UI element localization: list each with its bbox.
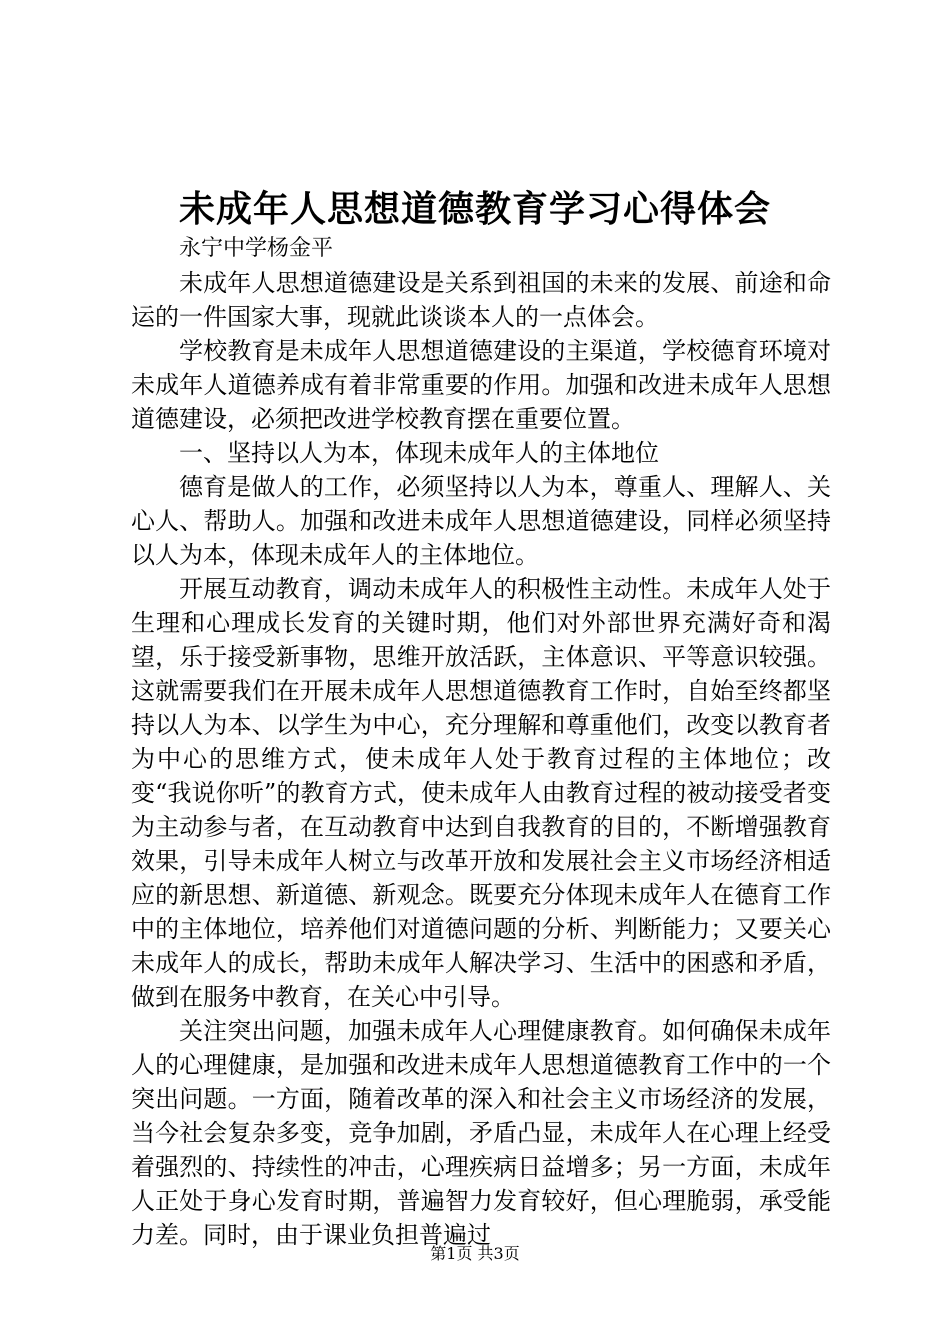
page-footer: 第1页 共3页 xyxy=(430,1244,520,1263)
paragraph: 未成年人思想道德建设是关系到祖国的未来的发展、前途和命运的一件国家大事，现就此谈谈本人的一点体会。 xyxy=(131,269,831,331)
paragraph: 德育是做人的工作，必须坚持以人为本，尊重人、理解人、关心人、帮助人。加强和改进未成年人思想道德建设，同样必须坚持以人为本，体现未成年人的主体地位。 xyxy=(131,473,831,569)
section-heading: 一、坚持以人为本，体现未成年人的主体地位 xyxy=(179,439,659,467)
paragraph: 关注突出问题，加强未成年人心理健康教育。如何确保未成年人的心理健康，是加强和改进未成年人思想道德教育工作中的一个突出问题。一方面，随着改革的深入和社会主义市场经济的发展，当今社会复杂多变，竞争加剧，矛盾凸显，未成年人在心理上经受着强烈的、持续性的冲击，心理疾病日益增多；另一方面，未成年人正处于身心发育时期，普遍智力发育较好，但心理脆弱，承受能力差。同时，由于课业负担普遍过 xyxy=(131,1017,831,1249)
document-body xyxy=(131,232,831,1252)
paragraph: 开展互动教育，调动未成年人的积极性主动性。未成年人处于生理和心理成长发育的关键时期，他们对外部世界充满好奇和渴望，乐于接受新事物，思维开放活跃，主体意识、平等意识较强。这就需要我们在开展未成年人思想道德教育工作时，自始至终都坚持以人为本、以学生为中心，充分理解和尊重他们，改变以教育者为中心的思维方式，使未成年人处于教育过程的主体地位；改变“我说你听”的教育方式，使未成年人由教育过程的被动接受者变为主动参与者，在互动教育中达到自我教育的目的，不断增强教育效果，引导未成年人树立与改革开放和发展社会主义市场经济相适应的新思想、新道德、新观念。既要充分体现未成年人在德育工作中的主体地位，培养他们对道德问题的分析、判断能力；又要关心未成年人的成长，帮助未成年人解决学习、生活中的困惑和矛盾，做到在服务中教育，在关心中引导。 xyxy=(131,575,831,1011)
document-title: 未成年人思想道德教育学习心得体会 xyxy=(178,188,771,230)
paragraph: 学校教育是未成年人思想道德建设的主渠道，学校德育环境对未成年人道德养成有着非常重要的作用。加强和改进未成年人思想道德建设，必须把改进学校教育摆在重要位置。 xyxy=(131,337,831,433)
author-line: 永宁中学杨金平 xyxy=(179,236,334,261)
